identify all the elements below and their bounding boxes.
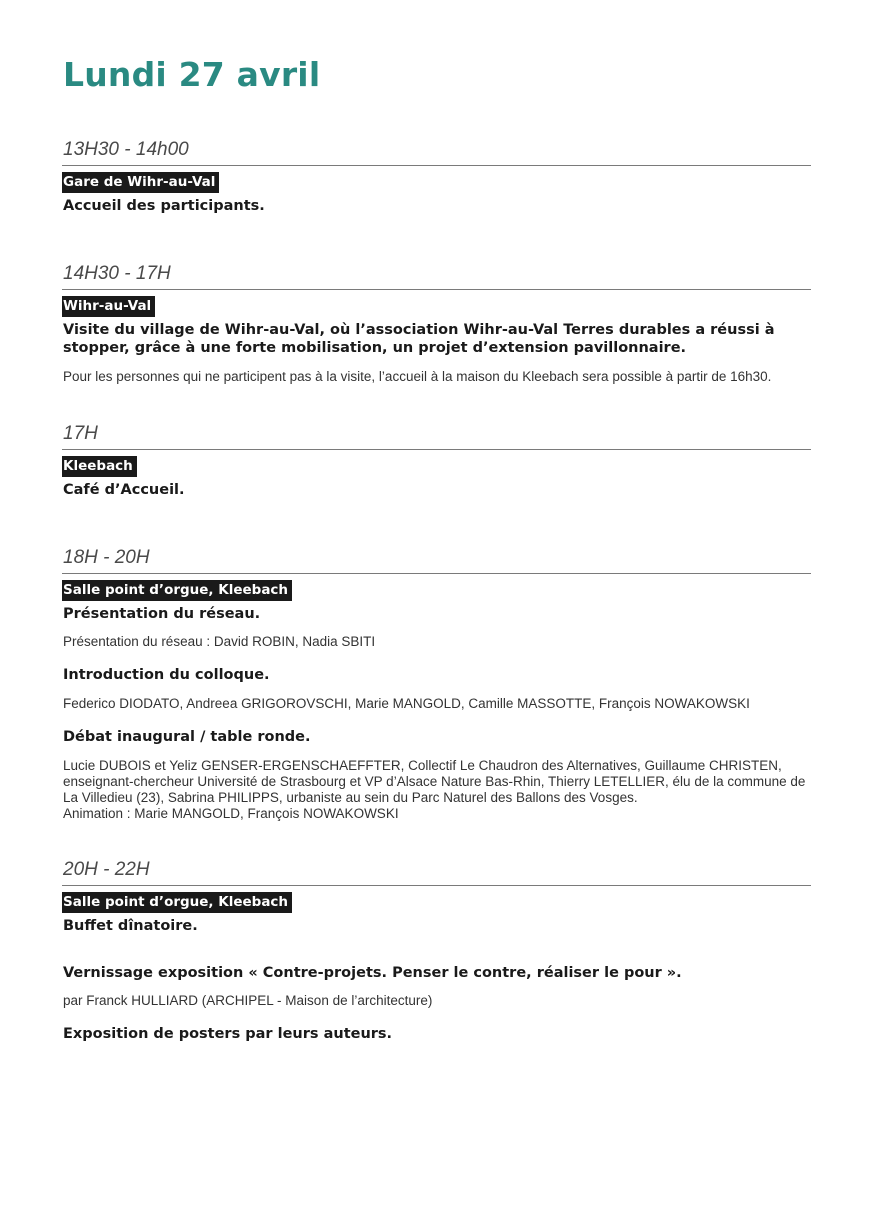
location-badge: Kleebach	[62, 456, 137, 477]
item-title: Présentation du réseau.	[63, 606, 261, 622]
divider	[62, 289, 811, 290]
item-description: Pour les personnes qui ne participent pas à la visite, l’accueil à la maison du Kleebach sera possible à partir de 16h30.	[63, 369, 772, 384]
schedule-section	[62, 262, 811, 385]
divider	[62, 885, 811, 886]
item-title: Vernissage exposition « Contre-projets. Penser le contre, réaliser le pour ».	[63, 965, 682, 981]
schedule-section	[62, 422, 811, 499]
item-title: Exposition de posters par leurs auteurs.	[63, 1026, 393, 1042]
schedule-section	[62, 138, 811, 215]
time-slot: 18H - 20H	[63, 547, 150, 568]
item-title: Café d’Accueil.	[63, 482, 185, 498]
item-title: Accueil des participants.	[63, 198, 265, 214]
item-description: Lucie DUBOIS et Yeliz GENSER-ERGENSCHAEFFTER, Collectif Le Chaudron des Alternatives, Guillaume CHRISTEN, enseignant-chercheur Université de Strasbourg et VP d’Alsace Nature Bas-Rhin, Thierry LETELLIER, élu de la commune de La Villedieu (23), Sabrina PHILIPPS, urbaniste au sein du Parc Naturel des Ballons des Vosges.	[63, 758, 806, 805]
schedule-section	[62, 858, 811, 1043]
location-badge: Salle point d’orgue, Kleebach	[62, 580, 292, 601]
divider	[62, 449, 811, 450]
item-description: Federico DIODATO, Andreea GRIGOROVSCHI, Marie MANGOLD, Camille MASSOTTE, François NOWAKOWSKI	[63, 696, 750, 711]
item-description: Présentation du réseau : David ROBIN, Nadia SBITI	[63, 634, 376, 649]
location-badge: Gare de Wihr-au-Val	[62, 172, 219, 193]
time-slot: 20H - 22H	[63, 859, 150, 880]
page-title: Lundi 27 avril	[63, 55, 321, 94]
time-slot: 14H30 - 17H	[63, 263, 171, 284]
item-description: Animation : Marie MANGOLD, François NOWAKOWSKI	[63, 806, 399, 821]
divider	[62, 573, 811, 574]
divider	[62, 165, 811, 166]
schedule-section	[62, 546, 811, 822]
item-title: Buffet dînatoire.	[63, 918, 198, 934]
item-title: Débat inaugural / table ronde.	[63, 729, 311, 745]
time-slot: 17H	[63, 423, 98, 444]
location-badge: Salle point d’orgue, Kleebach	[62, 892, 292, 913]
item-title: Visite du village de Wihr-au-Val, où l’association Wihr-au-Val Terres durables a réussi à stopper, grâce à une forte mobilisation, un projet d’extension pavillonnaire.	[63, 322, 775, 356]
time-slot: 13H30 - 14h00	[63, 139, 189, 160]
item-description: par Franck HULLIARD (ARCHIPEL - Maison de l’architecture)	[63, 993, 433, 1008]
location-badge: Wihr-au-Val	[62, 296, 155, 317]
item-title: Introduction du colloque.	[63, 667, 270, 683]
